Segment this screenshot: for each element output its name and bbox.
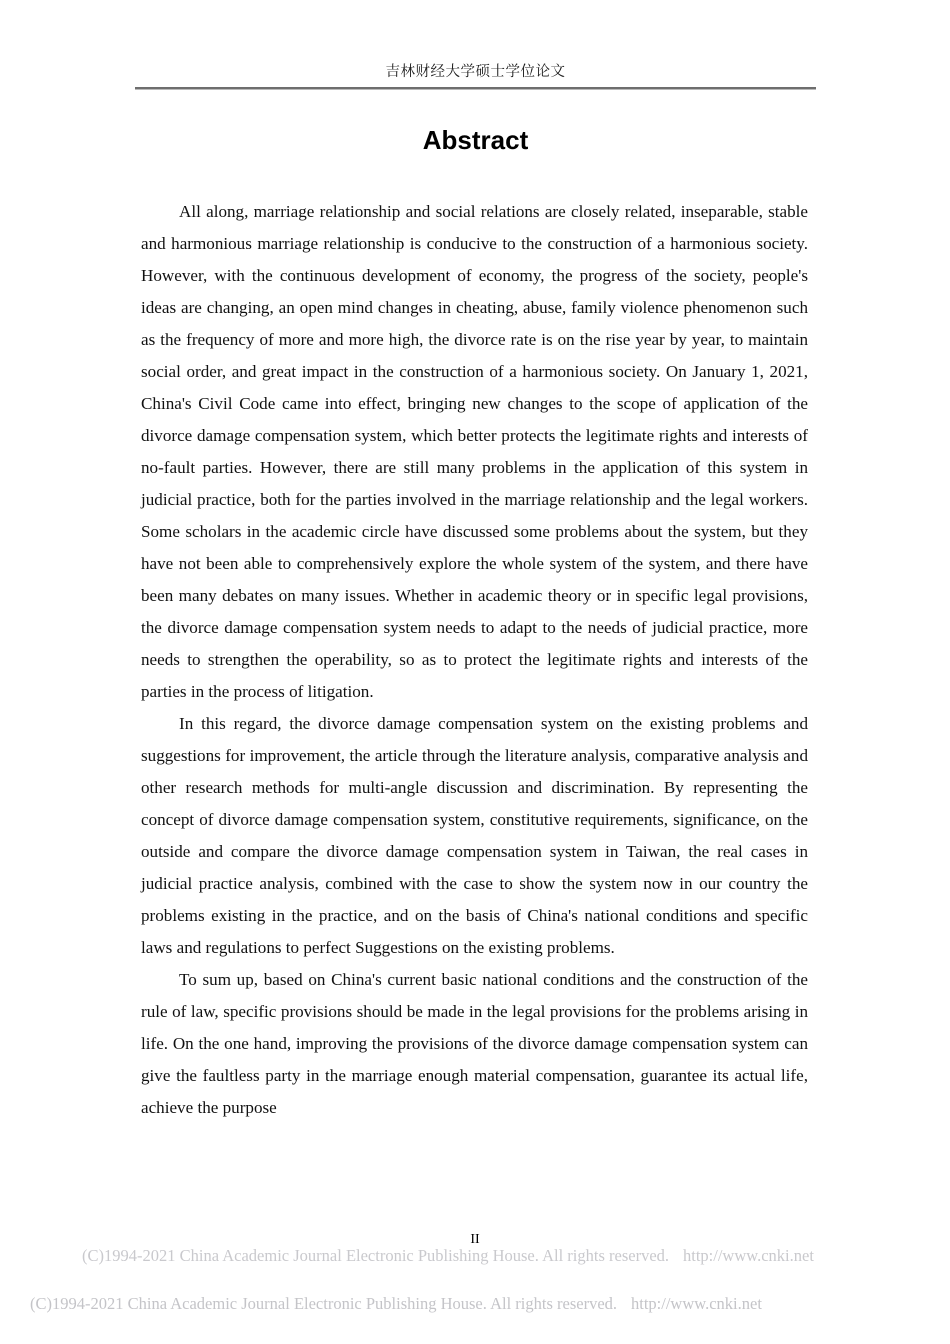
page-number: II <box>470 1232 480 1247</box>
header-divider <box>135 87 816 90</box>
running-header <box>135 62 816 90</box>
paragraph: In this regard, the divorce damage compensation system on the existing problems and suggestions for improvement, the article through the literature analysis, comparative analysis and other research methods for multi-angle discussion and discrimination. By representing the concept of divorce damage compensation system, constitutive requirements, significance, on the outside and compare the divorce damage compensation system in Taiwan, the real cases in judicial practice analysis, combined with the case to show the system now in our country the problems existing in the practice, and on the basis of China's national conditions and specific laws and regulations to perfect Suggestions on the existing problems. <box>141 714 808 957</box>
cnki-watermark-secondary <box>30 1293 762 1315</box>
abstract-body <box>141 196 808 1124</box>
paragraph: To sum up, based on China's current basic national conditions and the construction of the rule of law, specific provisions should be made in the legal provisions for the problems arising in life. On the one hand, improving the provisions of the divorce damage compensation system can give the faultless party in the marriage enough material compensation, guarantee its actual life, achieve the purpose <box>141 970 808 1117</box>
running-header-title: 吉林财经大学硕士学位论文 <box>385 64 566 80</box>
cnki-watermark-text: (C)1994-2021 China Academic Journal Electronic Publishing House. All rights reserved. <box>82 1246 670 1265</box>
cnki-watermark-text: (C)1994-2021 China Academic Journal Electronic Publishing House. All rights reserved. <box>30 1294 618 1313</box>
cnki-watermark-url: http://www.cnki.net <box>683 1246 814 1265</box>
paragraph: All along, marriage relationship and social relations are closely related, inseparable, stable and harmonious marriage relationship is conducive to the construction of a harmonious society. However, with the continuous development of economy, the progress of the society, people's ideas are changing, an open mind changes in cheating, abuse, family violence phenomenon such as the frequency of more and more high, the divorce rate is on the rise year by year, to maintain social order, and great impact in the construction of a harmonious society. On January 1, 2021, China's Civil Code came into effect, bringing new changes to the scope of application of the divorce damage compensation system, which better protects the legitimate rights and interests of no-fault parties. However, there are still many problems in the application of this system in judicial practice, both for the parties involved in the marriage relationship and the legal workers. Some scholars in the academic circle have discussed some problems about the system, but they have not been able to comprehensively explore the whole system of the system, and there have been many debates on many issues. Whether in academic theory or in specific legal provisions, the divorce damage compensation system needs to adapt to the needs of judicial practice, more needs to strengthen the operability, so as to protect the legitimate rights and interests of the parties in the process of litigation. <box>141 202 808 701</box>
page-title: Abstract <box>422 125 529 155</box>
cnki-watermark-url: http://www.cnki.net <box>631 1294 762 1313</box>
cnki-watermark-primary <box>82 1245 814 1267</box>
